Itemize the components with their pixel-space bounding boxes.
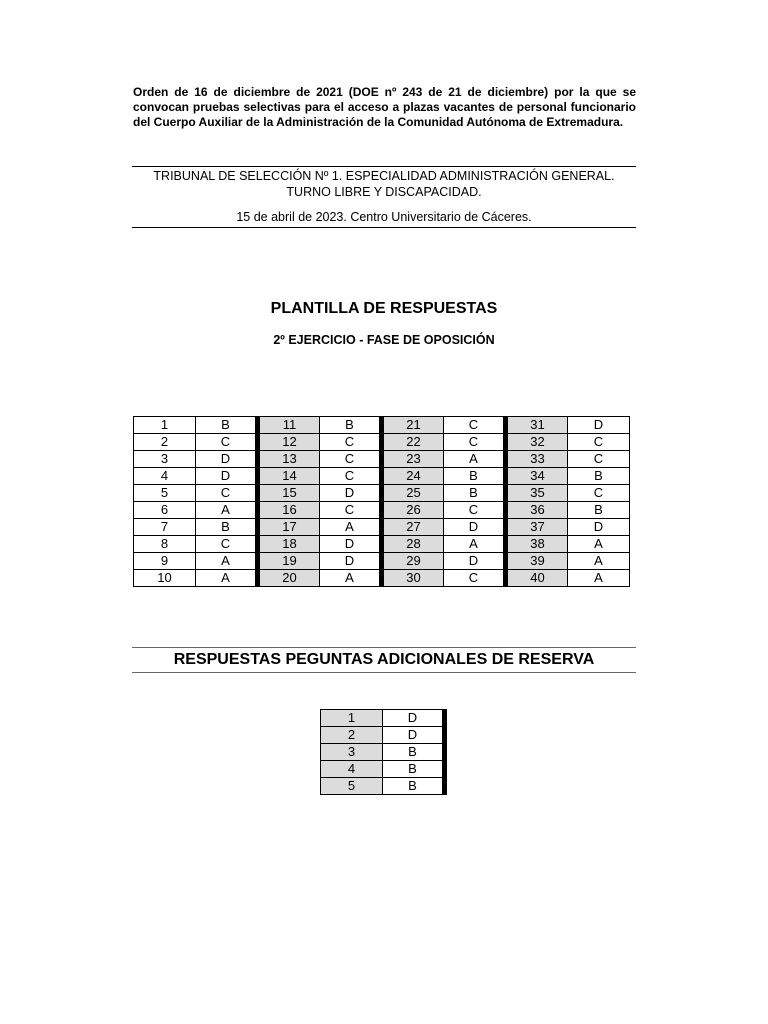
answer-letter: A [196,502,258,519]
question-number: 18 [258,536,320,553]
question-number: 24 [382,468,444,485]
question-number: 9 [134,553,196,570]
answer-letter: C [444,417,506,434]
order-header-text: Orden de 16 de diciembre de 2021 (DOE nº 243 de 21 de diciembre) por la que se convocan pruebas selectivas para el acceso a plazas vacantes de personal funcionario del Cuerpo Auxiliar de la Administración de la Comunidad Autónoma de Extremadura. [133,85,636,129]
answer-letter: A [444,451,506,468]
question-number: 17 [258,519,320,536]
reserve-question-number: 2 [321,727,383,744]
table-row [321,778,445,795]
reserve-answers-table [320,709,447,795]
answer-letter: B [568,502,630,519]
question-number: 32 [506,434,568,451]
table-row [134,417,630,434]
answer-letter: B [320,417,382,434]
answer-letter: C [320,502,382,519]
question-number: 31 [506,417,568,434]
question-number: 20 [258,570,320,587]
answer-letter: C [568,485,630,502]
answer-letter: A [568,570,630,587]
question-number: 36 [506,502,568,519]
question-number: 14 [258,468,320,485]
question-number: 40 [506,570,568,587]
table-row [134,536,630,553]
question-number: 5 [134,485,196,502]
answer-letter: C [444,502,506,519]
question-number: 21 [382,417,444,434]
answer-letter: C [320,468,382,485]
table-row [134,570,630,587]
answer-letter: D [568,519,630,536]
answer-letter: C [568,434,630,451]
question-number: 22 [382,434,444,451]
answer-letter: D [568,417,630,434]
question-number: 10 [134,570,196,587]
reserve-answer-letter: B [383,778,445,795]
answer-letter: C [568,451,630,468]
question-number: 25 [382,485,444,502]
reserve-question-number: 3 [321,744,383,761]
page-subtitle: 2º EJERCICIO - FASE DE OPOSICIÓN [273,333,495,347]
question-number: 29 [382,553,444,570]
reserve-answer-letter: B [383,744,445,761]
question-number: 27 [382,519,444,536]
question-number: 4 [134,468,196,485]
answer-letter: D [320,485,382,502]
answer-letter: D [196,468,258,485]
question-number: 13 [258,451,320,468]
reserve-title: RESPUESTAS PEGUNTAS ADICIONALES DE RESERVA [132,647,636,673]
answer-letter: B [196,519,258,536]
question-number: 26 [382,502,444,519]
answer-letter: A [196,553,258,570]
answer-letter: B [196,417,258,434]
question-number: 8 [134,536,196,553]
answer-letter: B [444,468,506,485]
question-number: 37 [506,519,568,536]
answer-letter: C [196,536,258,553]
answers-table [133,416,630,587]
table-row [321,761,445,778]
answer-letter: A [568,536,630,553]
question-number: 30 [382,570,444,587]
table-row [134,468,630,485]
table-row [134,519,630,536]
answer-letter: C [196,485,258,502]
answer-letter: A [196,570,258,587]
answer-letter: D [444,553,506,570]
question-number: 2 [134,434,196,451]
reserve-question-number: 4 [321,761,383,778]
answer-letter: D [320,553,382,570]
page-title: PLANTILLA DE RESPUESTAS [270,300,498,317]
reserve-answer-letter: B [383,761,445,778]
question-number: 12 [258,434,320,451]
answer-letter: C [320,434,382,451]
question-number: 7 [134,519,196,536]
answer-letter: D [196,451,258,468]
question-number: 34 [506,468,568,485]
answer-letter: A [444,536,506,553]
question-number: 16 [258,502,320,519]
question-number: 1 [134,417,196,434]
reserve-question-number: 5 [321,778,383,795]
table-row [321,710,445,727]
answer-letter: C [444,570,506,587]
question-number: 6 [134,502,196,519]
question-number: 23 [382,451,444,468]
answer-letter: D [320,536,382,553]
answer-letter: C [196,434,258,451]
table-row [134,553,630,570]
reserve-answer-letter: D [383,710,445,727]
question-number: 38 [506,536,568,553]
answer-letter: D [444,519,506,536]
question-number: 11 [258,417,320,434]
question-number: 19 [258,553,320,570]
question-number: 35 [506,485,568,502]
reserve-answer-letter: D [383,727,445,744]
answer-letter: B [444,485,506,502]
question-number: 39 [506,553,568,570]
reserve-question-number: 1 [321,710,383,727]
turno-line: TURNO LIBRE Y DISCAPACIDAD. [286,185,482,199]
question-number: 15 [258,485,320,502]
tribunal-info-box [132,166,636,228]
question-number: 33 [506,451,568,468]
date-location-line: 15 de abril de 2023. Centro Universitario de Cáceres. [236,210,532,224]
answer-letter: A [320,570,382,587]
table-row [134,434,630,451]
answer-letter: C [320,451,382,468]
table-row [321,744,445,761]
question-number: 3 [134,451,196,468]
question-number: 28 [382,536,444,553]
table-row [134,502,630,519]
table-row [134,451,630,468]
table-row [134,485,630,502]
answer-letter: B [568,468,630,485]
answer-letter: A [568,553,630,570]
answer-letter: A [320,519,382,536]
tribunal-line: TRIBUNAL DE SELECCIÓN Nº 1. ESPECIALIDAD ADMINISTRACIÓN GENERAL. [153,169,615,183]
table-row [321,727,445,744]
answer-letter: C [444,434,506,451]
